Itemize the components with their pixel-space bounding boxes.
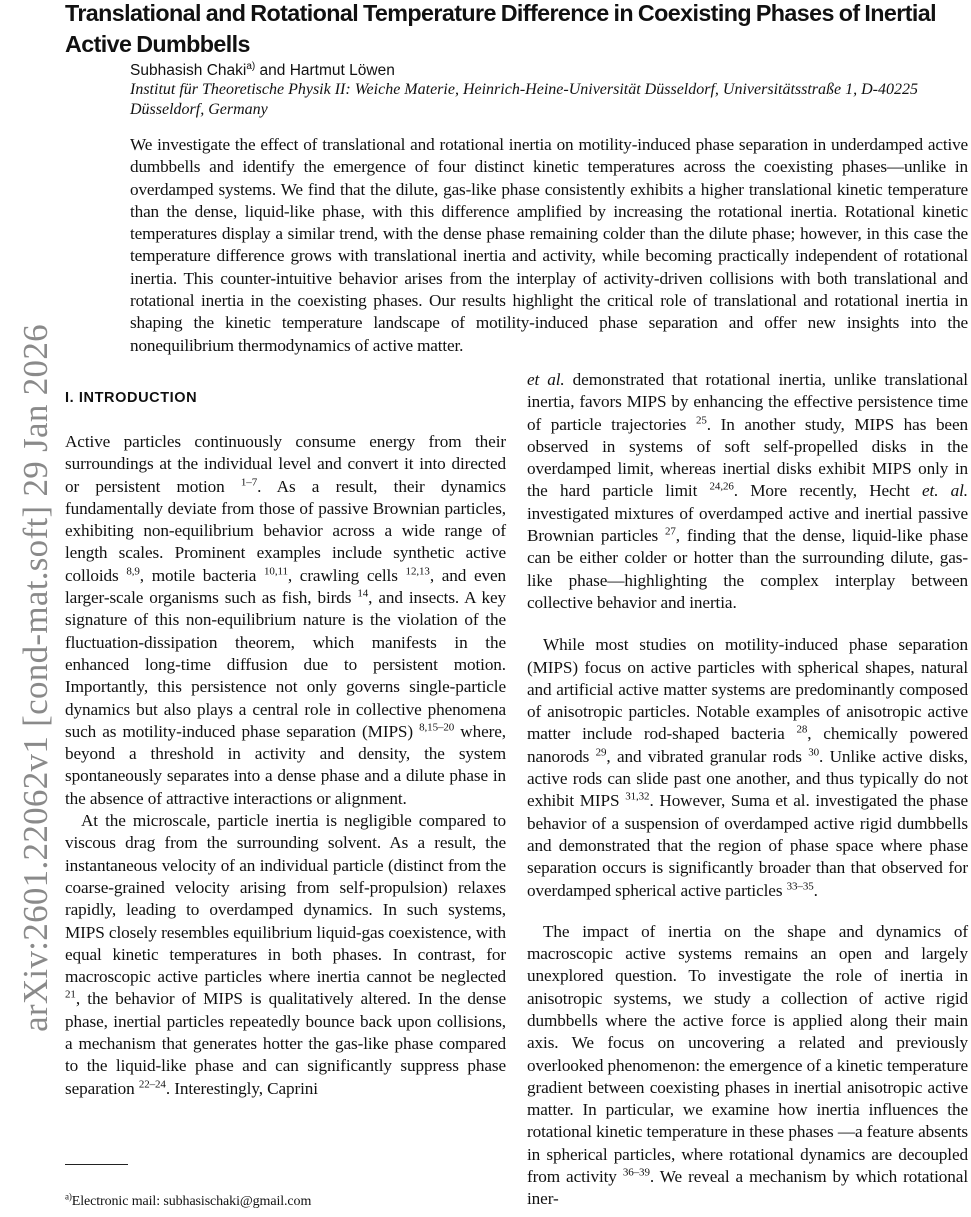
text-run: . Unlike active disks, active rods can slide past one another, and thus typically do not exhibit MIPS [527,746,968,811]
text-run: , and even larger-scale organisms such as fish, birds [65,565,506,608]
paper-title: Translational and Rotational Temperature Difference in Coexisting Phases of Inertial Active Dumbbells [65,0,936,57]
citation: 29 [595,745,607,758]
text-run: . [813,880,818,900]
footnote-mark: a) [65,1191,72,1201]
author-first: Subhasish Chaki [130,62,247,79]
citation: 10,11 [264,565,288,578]
text-run: , the behavior of MIPS is qualitatively altered. In the dense phase, inertial particles repeatedly bounce back upon collisions, a mechanism that generates hotter the gas-like phase compared to the liquid-like phase and can significantly suppress phase separation [65,989,506,1098]
text-run: demonstrated that rotational inertia, unlike translational inertia, favors MIPS by enhancing the effective persistence time of particle trajectories [527,369,968,434]
citation: 36–39 [622,1166,650,1179]
text-run: . More recently, Hecht [733,481,922,501]
text-run: , crawling cells [287,565,406,585]
author-footnote-mark: a) [246,60,256,72]
citation: 30 [808,745,820,758]
arxiv-stamp: arXiv:2601.22062v1 [cond-mat.soft] 29 Jan 2026 [16,324,55,1032]
footnote-rule [65,1164,128,1165]
footnote [65,1193,506,1211]
left-column-text [65,431,506,1100]
text-run: . We reveal a mechanism by which rotational iner- [527,1167,968,1209]
section-heading: I. INTRODUCTION [65,389,198,406]
paragraph [527,369,968,614]
citation: 12,13 [405,565,430,578]
text-run: . In another study, MIPS has been observed in systems of soft self-propelled disks in the overdamped limit, whereas inertial disks exhibit MIPS only in the hard particle limit [527,414,968,501]
citation: 31,32 [625,790,650,803]
citation: 25 [695,413,707,426]
citation: 33–35 [786,879,814,892]
text-run: , and insects. A key signature of this non-equilibrium nature is the violation of the fluctuation-dissipation theorem, which manifests in the enhanced long-time diffusion due to persistent motion. Importantly, this persistence not only governs single-particle dynamics but also plays a central role in collective phenomena such as motility-induced phase separation (MIPS) [65,588,506,741]
citation: 14 [357,587,369,600]
text-run: . As a result, their dynamics fundamentally deviate from those of passive Brownian particles, exhibiting non-equilibrium behavior across a wide range of length scales. Prominent examples include synthetic active colloids [65,476,506,585]
italic-text: et al. [527,369,565,389]
author-rest: and Hartmut Löwen [255,62,395,79]
text-run: The impact of inertia on the shape and dynamics of macroscopic active systems remains an open and largely unexplored question. To investigate the role of inertia in anisotropic systems, we study a collection of active rigid dumbbells where the active force is applied along their main axis. We focus on uncovering a related and previously overlooked phenomenon: the emergence of a kinetic temperature gradient between coexisting phases in inertial anisotropic active matter. In particular, we examine how inertia influences the rotational kinetic temperature in these phases —a feature absents in spherical particles, where rotational dynamics are decoupled from activity [527,921,968,1187]
body-columns [65,369,968,1211]
text-run: , finding that the dense, liquid-like phase can be either colder or hotter than the surrounding dilute, gas-like phase—highlighting the complex interplay between collective behavior and inertia. [527,526,968,612]
affiliation: Institut für Theoretische Physik II: Weiche Materie, Heinrich-Heine-Universität Düsseldorf, Universitätsstraße 1, D-40225 Düsseldorf, Germany [130,81,919,118]
citation: 28 [796,723,808,736]
citation: 1–7 [240,475,258,488]
text-run: While most studies on motility-induced phase separation (MIPS) focus on active particles with spherical shapes, natural and artificial active matter systems are predominantly composed of anisotropic particles. Notable examples of anisotropic active matter include rod-shaped bacteria [527,635,968,744]
left-column [65,369,506,1211]
text-run: , and vibrated granular rods [606,746,809,766]
authors [130,61,968,80]
italic-text: et. al. [921,481,968,501]
citation: 22–24 [138,1077,166,1090]
text-run: . Interestingly, Caprini [165,1078,318,1098]
right-column [527,369,968,1211]
citation: 8,9 [126,565,140,578]
text-run: where, beyond a threshold in activity and density, the system spontaneously separates into a dense phase and a dilute phase in the absence of attractive interactions or alignment. [65,721,506,808]
footnote-text: Electronic mail: subhasischaki@gmail.com [71,1193,312,1209]
column-spacer [65,1100,506,1164]
paragraph [65,431,506,810]
paragraph [527,634,968,902]
text-run: , motile bacteria [139,565,265,585]
text-run: Active particles continuously consume energy from their surroundings at the individual level and convert it into directed or persistent motion [65,431,506,496]
text-run: At the microscale, particle inertia is negligible compared to viscous drag from the surrounding solvent. As a result, the instantaneous velocity of an individual particle (distinct from the coarse-grained velocity arising from self-propulsion) relaxes rapidly, leading to overdamped dynamics. In such systems, MIPS closely resembles equilibrium liquid-gas coexistence, with equal kinetic temperatures in both phases. In contrast, for macroscopic active particles where inertia cannot be neglected [65,811,506,987]
paragraph [65,810,506,1100]
citation: 21 [65,988,76,1001]
text-run: investigated mixtures of overdamped active and inertial passive Brownian particles [527,503,968,546]
citation: 24,26 [709,480,734,493]
text-run: , chemically powered nanorods [527,724,968,766]
paragraph [527,921,968,1211]
citation: 8,15–20 [419,721,455,734]
text-run: . However, Suma et al. investigated the phase behavior of a suspension of overdamped active rigid dumbbells and demonstrated that the region of phase space where phase separation occurs is significantly broader than that observed for overdamped spherical active particles [527,791,969,900]
citation: 27 [664,525,676,538]
abstract: We investigate the effect of translational and rotational inertia on motility-induced phase separation in underdamped active dumbbells and identify the emergence of four distinct kinetic temperatures across the coexisting phases—unlike in overdamped systems. We find that the dilute, gas-like phase consistently exhibits a higher translational kinetic temperature than the dense, liquid-like phase, with this difference amplified by increasing the rotational inertia. Rotational kinetic temperatures display a similar trend, with the dense phase remaining colder than the dilute phase; however, in this case the temperature difference grows with translational inertia and activity, while becoming practically independent of rotational inertia. This counter-intuitive behavior arises from the interplay of activity-driven collisions with both translational and rotational inertia in the coexisting phases. Our results highlight the critical role of translational and rotational inertia in shaping the kinetic temperature landscape of motility-induced phase separation and offer new insights into the nonequilibrium thermodynamics of active matter. [130,135,968,355]
